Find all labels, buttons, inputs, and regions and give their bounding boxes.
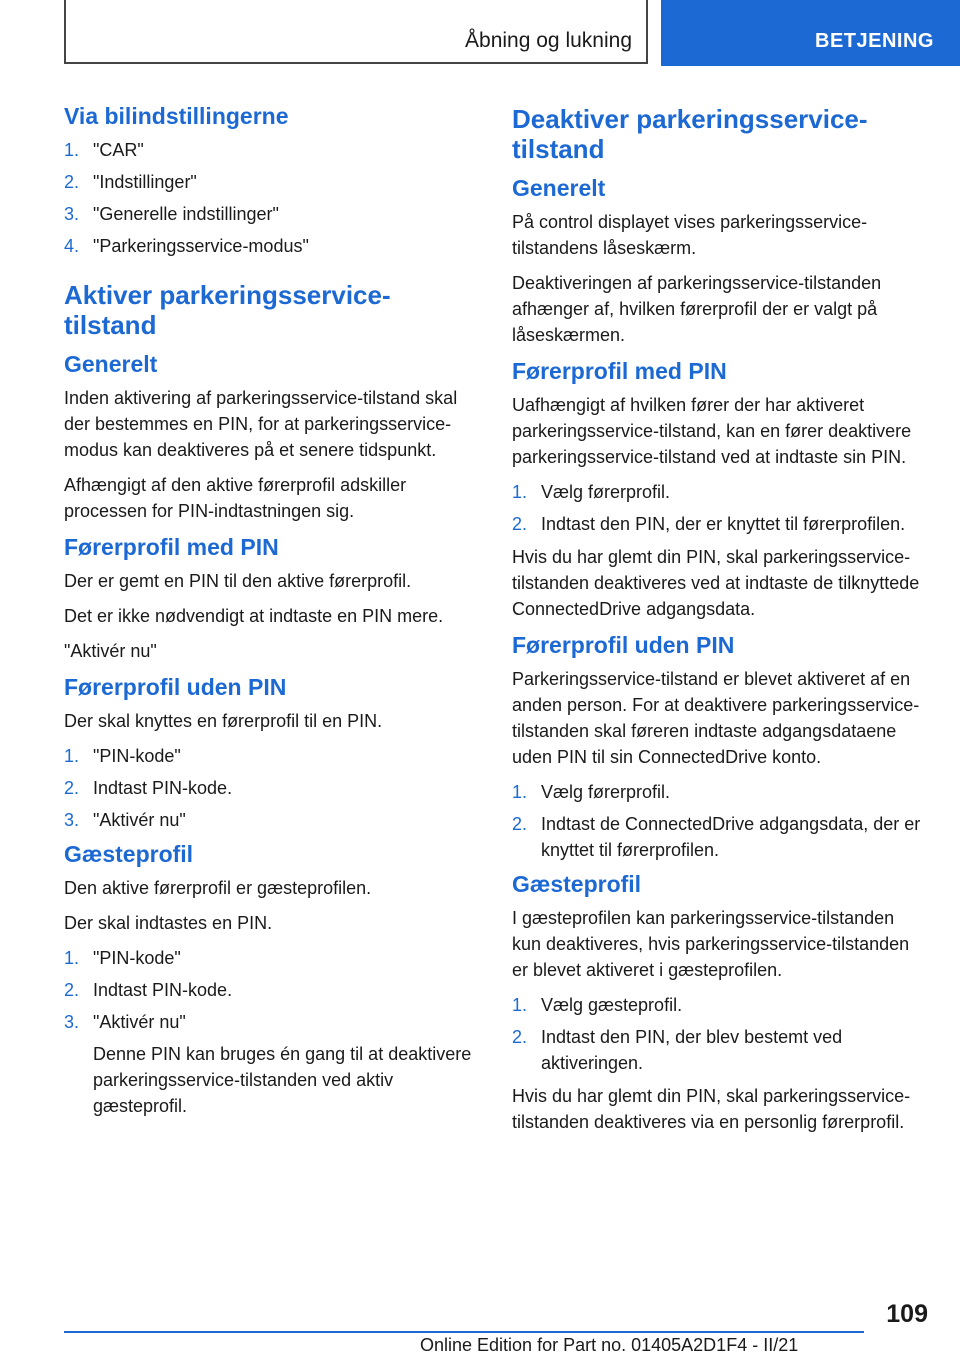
list-item: 3. "Generelle indstillinger" <box>64 204 279 224</box>
chapter-title: BETJENING <box>815 30 934 52</box>
paragraph: På control displayet vises parkeringsservice-tilstandens låseskærm. <box>512 212 868 258</box>
list-item: 1. Vælg førerprofil. <box>512 782 671 802</box>
heading-via-car-settings: Via bilindstillingerne <box>64 103 289 129</box>
right-column <box>512 100 927 1144</box>
list-item: 1. "CAR" <box>64 140 144 160</box>
list-item: 1. Vælg førerprofil. <box>512 482 671 502</box>
heading-guest-profile: Gæsteprofil <box>64 841 194 867</box>
without-pin-steps-list <box>64 743 479 833</box>
list-item: 2. Indtast PIN-kode. <box>64 778 233 798</box>
paragraph: Parkeringsservice-tilstand er blevet aktiveret af en anden person. For at deaktivere parkeringsservice-tilstanden skal føreren indtaste adgangsdataene uden PIN til sin ConnectedDrive konto. <box>512 669 920 767</box>
paragraph: Der er gemt en PIN til den aktive førerprofil. <box>64 571 412 591</box>
paragraph: Der skal indtastes en PIN. <box>64 913 273 933</box>
heading-activate-valet-mode: Aktiver parkeringsservice-tilstand <box>64 280 391 340</box>
list-item: 2. "Indstillinger" <box>64 172 197 192</box>
heading-profile-without-pin: Førerprofil uden PIN <box>512 632 735 658</box>
left-column <box>64 100 479 1126</box>
page-number: 109 <box>886 1300 928 1328</box>
paragraph: Den aktive førerprofil er gæsteprofilen. <box>64 878 372 898</box>
paragraph: Inden aktivering af parkeringsservice-tilstand skal der bestemmes en PIN, for at parkeringsservice-modus kan deaktiveres på et senere tidspunkt. <box>64 388 458 460</box>
list-item: 1. "PIN-kode" <box>64 948 181 968</box>
guest-steps-list <box>512 992 927 1076</box>
list-item: 1. "PIN-kode" <box>64 746 181 766</box>
paragraph: "Aktivér nu" <box>64 641 157 661</box>
heading-profile-with-pin: Førerprofil med PIN <box>64 534 279 560</box>
paragraph: I gæsteprofilen kan parkeringsservice-tilstanden kun deaktiveres, hvis parkeringsservice-tilstanden er blevet aktiveret i gæsteprofilen. <box>512 908 910 980</box>
list-item: 4. "Parkeringsservice-modus" <box>64 236 309 256</box>
chapter-tab <box>661 0 960 66</box>
paragraph: Uafhængigt af hvilken fører der har aktiveret parkeringsservice-tilstand, kan en fører deaktivere parkeringsservice-tilstand ved at indtaste sin PIN. <box>512 395 912 467</box>
list-item: 3. "Aktivér nu" Denne PIN kan bruges én gang til at deaktivere parkeringsservice-tilstanden ved aktiv gæsteprofil. <box>64 1009 479 1119</box>
paragraph: Hvis du har glemt din PIN, skal parkeringsservice-tilstanden deaktiveres via en personlig førerprofil. <box>512 1086 911 1132</box>
list-item-note: Denne PIN kan bruges én gang til at deaktivere parkeringsservice-tilstanden ved aktiv gæsteprofil. <box>93 1044 472 1116</box>
list-item: 2. Indtast PIN-kode. <box>64 980 233 1000</box>
heading-deactivate-valet-mode: Deaktiver parkeringsservice-tilstand <box>512 104 868 164</box>
without-pin-steps-list <box>512 779 927 863</box>
page-header <box>0 0 960 66</box>
footer-rule <box>64 1331 864 1333</box>
paragraph: Der skal knyttes en førerprofil til en PIN. <box>64 711 383 731</box>
list-item: 1. Vælg gæsteprofil. <box>512 995 683 1015</box>
section-tab <box>64 0 648 64</box>
heading-profile-without-pin: Førerprofil uden PIN <box>64 674 287 700</box>
paragraph: Hvis du har glemt din PIN, skal parkeringsservice-tilstanden deaktiveres ved at indtaste de tilknyttede ConnectedDrive adgangsdata. <box>512 547 920 619</box>
with-pin-steps-list <box>512 479 927 537</box>
list-item: 2. Indtast den PIN, der blev bestemt ved aktiveringen. <box>512 1027 843 1073</box>
via-steps-list <box>64 137 479 259</box>
list-item: 3. "Aktivér nu" <box>64 810 186 830</box>
paragraph: Deaktiveringen af parkeringsservice-tilstanden afhænger af, hvilken førerprofil der er valgt på låseskærmen. <box>512 273 882 345</box>
list-item: 2. Indtast de ConnectedDrive adgangsdata, der er knyttet til førerprofilen. <box>512 814 921 860</box>
edition-text: Online Edition for Part no. 01405A2D1F4 - II/21 <box>420 1335 799 1355</box>
paragraph: Det er ikke nødvendigt at indtaste en PIN mere. <box>64 606 444 626</box>
heading-general: Generelt <box>512 175 606 201</box>
guest-steps-list <box>64 945 479 1119</box>
heading-profile-with-pin: Førerprofil med PIN <box>512 358 727 384</box>
list-item: 2. Indtast den PIN, der er knyttet til førerprofilen. <box>512 514 906 534</box>
heading-general: Generelt <box>64 351 158 377</box>
section-title: Åbning og lukning <box>465 29 632 52</box>
heading-guest-profile: Gæsteprofil <box>512 871 642 897</box>
paragraph: Afhængigt af den aktive førerprofil adskiller processen for PIN-indtastningen sig. <box>64 475 407 521</box>
